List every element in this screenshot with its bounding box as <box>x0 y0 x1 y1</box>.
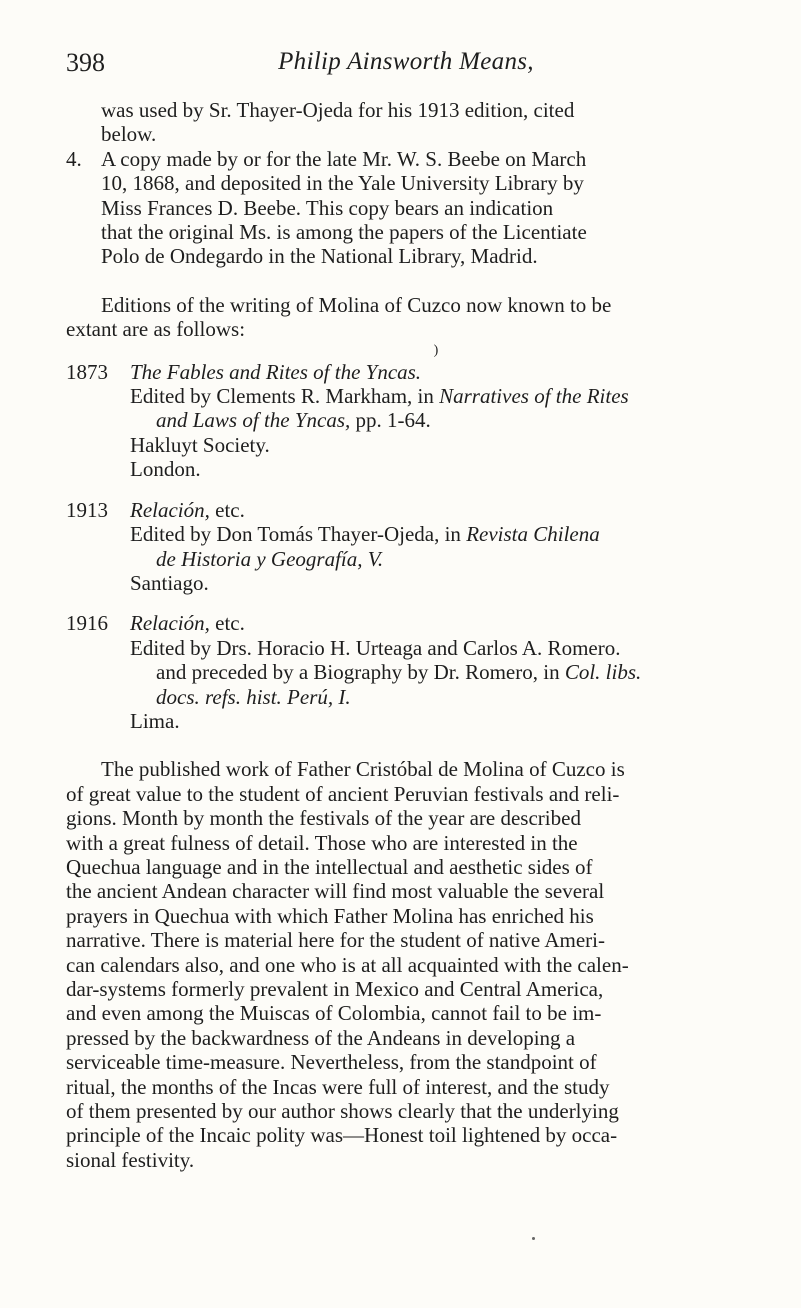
text-line: below. <box>101 122 157 147</box>
text-line: sional festivity. <box>66 1147 195 1172</box>
text-line: of great value to the student of ancient Peruvian festivals and reli- <box>66 781 620 806</box>
edition-title <box>130 498 746 522</box>
text-line: The published work of Father Cristóbal de Molina of Cuzco is <box>101 757 625 782</box>
paper-speck <box>532 1237 535 1240</box>
publication-title: de Historia y Geografía, V. <box>156 546 384 571</box>
edition-editor-line: Edited by Drs. Horacio H. Urteaga and Carlos A. Romero. <box>130 635 621 660</box>
edition-place: London. <box>130 457 201 482</box>
text-line: Polo de Ondegardo in the National Library, Madrid. <box>101 244 538 269</box>
text-line: Editions of the writing of Molina of Cuzco now known to be <box>101 292 612 317</box>
page-header <box>66 48 746 88</box>
editor-text: Edited by Don Tomás Thayer-Ojeda, in <box>130 522 467 547</box>
text-line: Miss Frances D. Beebe. This copy bears an indication <box>101 195 554 220</box>
pages-text: pp. 1-64. <box>350 408 431 433</box>
edition-entry-1873 <box>66 360 746 482</box>
text-line: of them presented by our author shows clearly that the underlying <box>66 1099 619 1124</box>
publication-title: Narratives of the Rites <box>439 384 629 409</box>
edition-title-text: The Fables and Rites of the Yncas. <box>130 359 422 384</box>
page-number: 398 <box>66 48 105 77</box>
biography-text: and preceded by a Biography by Dr. Romero, in <box>156 660 565 685</box>
editions-intro <box>66 293 746 342</box>
running-head: Philip Ainsworth Means, <box>278 48 534 75</box>
publication-title: Revista Chilena <box>466 522 600 547</box>
text-line: was used by Sr. Thayer-Ojeda for his 1913 edition, cited <box>101 98 575 122</box>
list-item-4 <box>66 147 746 269</box>
text-line: the ancient Andean character will find most valuable the several <box>66 879 605 904</box>
editor-text: Edited by Clements R. Markham, in <box>130 384 440 409</box>
text-line: 10, 1868, and deposited in the Yale University Library by <box>101 171 584 196</box>
text-line: dar-systems formerly prevalent in Mexico and Central America, <box>66 977 604 1001</box>
text-line: serviceable time-measure. Nevertheless, from the standpoint of <box>66 1050 597 1075</box>
edition-entry-1913 <box>66 498 746 596</box>
page-body <box>66 98 746 1172</box>
text-line: extant are as follows: <box>66 317 246 342</box>
text-line: that the original Ms. is among the papers of the Licentiate <box>101 220 587 245</box>
text-line: with a great fulness of detail. Those who are interested in the <box>66 830 578 855</box>
edition-title-suffix: etc. <box>209 497 245 522</box>
edition-publisher: Hakluyt Society. <box>130 432 270 457</box>
edition-place: Santiago. <box>130 570 209 595</box>
text-line: can calendars also, and one who is at all acquainted with the calen- <box>66 952 629 977</box>
edition-editor-line <box>130 522 746 546</box>
edition-year: 1913 <box>66 497 108 522</box>
edition-title-text: Relación, <box>130 611 210 636</box>
intro-continuation <box>101 98 746 147</box>
stray-mark: ) <box>433 342 439 358</box>
edition-title-text: Relación, <box>130 497 210 522</box>
list-item-number: 4. <box>66 146 82 171</box>
edition-place: Lima. <box>130 708 180 733</box>
edition-title-suffix: etc. <box>209 611 245 636</box>
edition-year: 1873 <box>66 359 108 384</box>
publication-title: Col. libs. <box>564 660 642 685</box>
publication-title: docs. refs. hist. Perú, I. <box>156 684 351 709</box>
text-line: prayers in Quechua with which Father Molina has enriched his <box>66 903 594 928</box>
edition-title <box>130 360 746 384</box>
text-line: pressed by the backwardness of the Andeans in developing a <box>66 1025 576 1050</box>
text-line: gions. Month by month the festivals of the year are described <box>66 806 581 831</box>
text-line: narrative. There is material here for the student of native Ameri- <box>66 928 605 953</box>
edition-year: 1916 <box>66 611 108 636</box>
edition-title <box>130 611 746 635</box>
closing-paragraph <box>66 757 746 1172</box>
text-line: and even among the Muiscas of Colombia, cannot fail to be im- <box>66 1001 602 1026</box>
edition-publication-line <box>130 408 746 432</box>
edition-biography-line <box>130 660 746 684</box>
text-line: A copy made by or for the late Mr. W. S. Beebe on March <box>101 146 587 171</box>
text-line: Quechua language and in the intellectual and aesthetic sides of <box>66 854 593 879</box>
edition-editor-line <box>130 384 746 408</box>
text-line: ritual, the months of the Incas were full of interest, and the study <box>66 1074 610 1099</box>
edition-entry-1916 <box>66 611 746 733</box>
edition-publication-line <box>130 547 746 571</box>
text-line: principle of the Incaic polity was—Honest toil lightened by occa- <box>66 1123 618 1148</box>
edition-publication-line <box>130 685 746 709</box>
publication-title: and Laws of the Yncas, <box>156 408 351 433</box>
